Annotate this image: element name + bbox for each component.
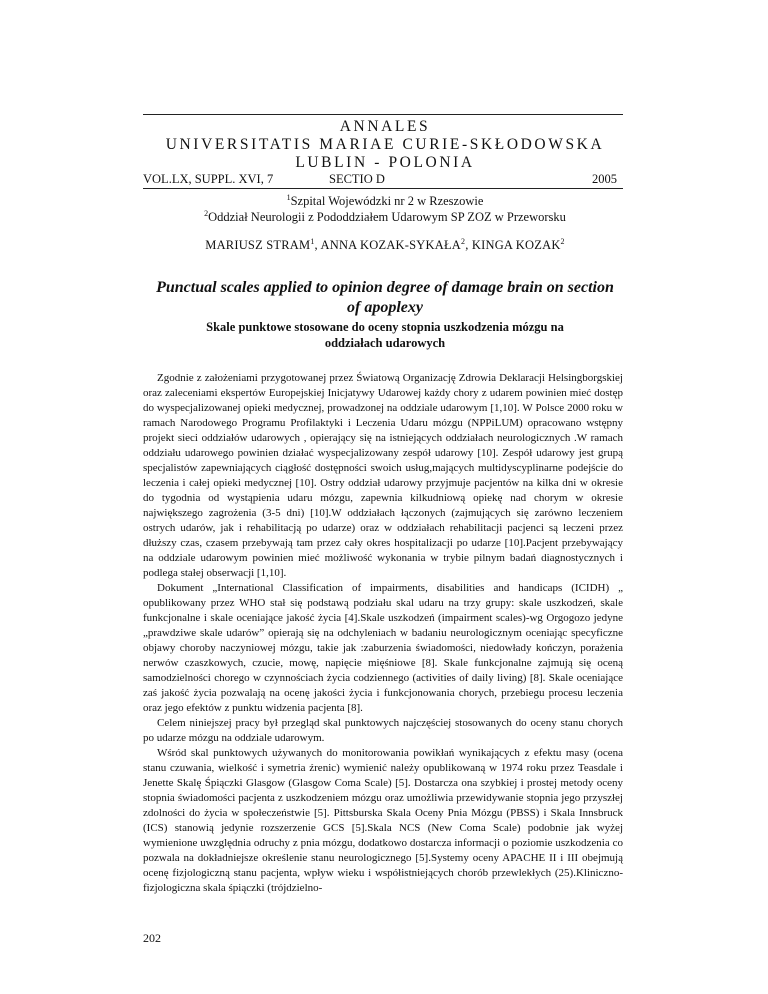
affiliation-text: Oddział Neurologii z Pododdziałem Udarowym SP ZOZ w Przeworsku: [208, 210, 566, 224]
volume-info: VOL.LX, SUPPL. XVI, 7: [143, 172, 274, 186]
body-paragraph: Celem niniejszej pracy był przegląd skal punktowych najczęściej stosowanych do oceny stanu chorych po udarze mózgu na oddziale udarowym.: [143, 717, 623, 744]
section-info: SECTIO D: [329, 172, 385, 186]
author-name: ANNA KOZAK-SYKAŁA: [320, 238, 462, 252]
journal-name-line-1: ANNALES: [339, 118, 431, 135]
header-bottom-rule: [143, 188, 623, 189]
author-name: MARIUSZ STRAM: [205, 238, 311, 252]
article-body: [143, 371, 623, 896]
body-paragraph: Dokument „International Classification of impairments, disabilities and handicaps (ICIDH) „ opublikowany przez WHO stał się podstawą podziału skal udaru na trzy grupy: skale uszkodzeń, skale funkcjonalne i skale oceniające jakość życia [4].Skale uszkodzeń (impairment scales)-wg Orgogozo jedyne „prawdziwe skale udarów” opierają się na odchyleniach w badaniu neurologicznym oceniając specyficzne objawy choroby naczyniowej mózgu, takie jak :zaburzenia świadomości, niedowłady kończyn, porażenia nerwów czaszkowych, czucie, mowę, napięcie mięśniowe [8]. Skale funkcjonalne zajmują się oceną samodzielności chorego w czynnościach życia codziennego (activities of daily living) [8]. Skale oceniające zaś jakość życia pozwalają na ocenę jakości życia i funkcjonowania chorych, przebiegu procesu leczenia oraz jego efektów z punktu widzenia pacjenta [8].: [143, 582, 623, 714]
author-list: [160, 238, 610, 253]
header-top-rule: [143, 114, 623, 115]
author-separator: ,: [314, 238, 321, 252]
journal-location: LUBLIN - POLONIA: [295, 154, 475, 171]
affiliation-text: Szpital Wojewódzki nr 2 w Rzeszowie: [290, 194, 484, 208]
author-name: KINGA KOZAK: [471, 238, 561, 252]
affiliation-2: [140, 209, 630, 225]
page-number: 202: [143, 931, 161, 945]
author-mark: 1: [310, 237, 315, 246]
author-mark: 2: [560, 237, 565, 246]
affiliation-mark: 1: [286, 193, 291, 202]
author-separator: ,: [465, 238, 472, 252]
body-paragraph: Wśród skal punktowych używanych do monitorowania powikłań wynikających z efektu masy (ocena stanu czuwania, wielkość i symetria źrenic) wymienić należy opublikowaną w 1974 roku przez Teasdale i Jenette Skalę Śpiączki Glasgow (Glasgow Coma Scale) [5]. Dostarcza ona szybkiej i prostej metody oceny stopnia świadomości pacjenta z uszkodzeniem mózgu oraz umożliwia przewidywanie stopnia jego przyszłej zdolności do życia w społeczeństwie [5]. Pittsburska Skala Oceny Pnia Mózgu (PBSS) i Skala Innsbruck (ICS) stanowią jedynie rozszerzenie GCS [5].Skala NCS (New Coma Scale) podobnie jak wyżej wymienione uwzględnia odruchy z pnia mózgu, dodatkowo dostarcza informacji o poziomie uszkodzenia co pozwala na dokładniejsze określenie stanu neurologicznego [5].Systemy oceny APACHE II i III obejmują ocenę fizjologiczną stanu pacjenta, wpływ wieku i współistniejących chorób przewlekłych (25).Kliniczno-fizjologiczna skala śpiączki (trójdzielno-: [143, 747, 623, 894]
journal-name-line-2: UNIVERSITATIS MARIAE CURIE-SKŁODOWSKA: [165, 136, 605, 153]
affiliation-mark: 2: [204, 209, 209, 218]
article-title-polish: Skale punktowe stosowane do oceny stopnia uszkodzenia mózgu na oddziałach udarowych: [206, 320, 564, 350]
body-paragraph: Zgodnie z założeniami przygotowanej przez Światową Organizację Zdrowia Deklaracji Helsingborgskiej oraz zaleceniami ekspertów Europejskiej Inicjatywy Udarowej każdy chory z udarem powinien mieć dostęp do wyspecjalizowanej opieki medycznej, prowadzonej na oddziale udarowym [1,10]. W Polsce 2000 roku w ramach Narodowego Programu Profilaktyki i Leczenia Udaru mózgu (NPPiLUM) opracowano wstępny projekt sieci oddziałów udarowych , opierający się na istniejących oddziałach neurologicznych .W ramach oddziału udarowego powinien działać wyspecjalizowany zespół udarowy [10]. Zespół udarowy jest grupą specjalistów zapewniających ciągłość dostępności swoich usług,mających multidyscyplinarne podejście do leczenia i całej opieki medycznej [10]. Ostry oddział udarowy przyjmuje pacjentów na kilka dni w okresie do tygodnia od wystąpienia udaru mózgu, zapewnia kilkudniową opiekę nad chorym w okresie największego zagrożenia (3-5 dni) [10].W oddziałach łączonych (zajmujących się zarówno leczeniem ostrych udarów, jak i rehabilitacją po udarze) oraz w oddziałach rehabilitacji pacjenci są leczeni przez dłuższy czas, czasem przebywają tam przez cały okres hospitalizacji po udarze [10].Pacjent przebywający na oddziale udarowym powinien mieć możliwość wykonania w trybie pilnym badań diagnostycznych i podlega stałej obserwacji [1,10].: [143, 372, 623, 579]
article-title-english: Punctual scales applied to opinion degree of damage brain on section of apoplexy: [156, 279, 614, 316]
year-info: 2005: [592, 172, 617, 186]
affiliation-1: [160, 193, 610, 209]
author-mark: 2: [461, 237, 466, 246]
